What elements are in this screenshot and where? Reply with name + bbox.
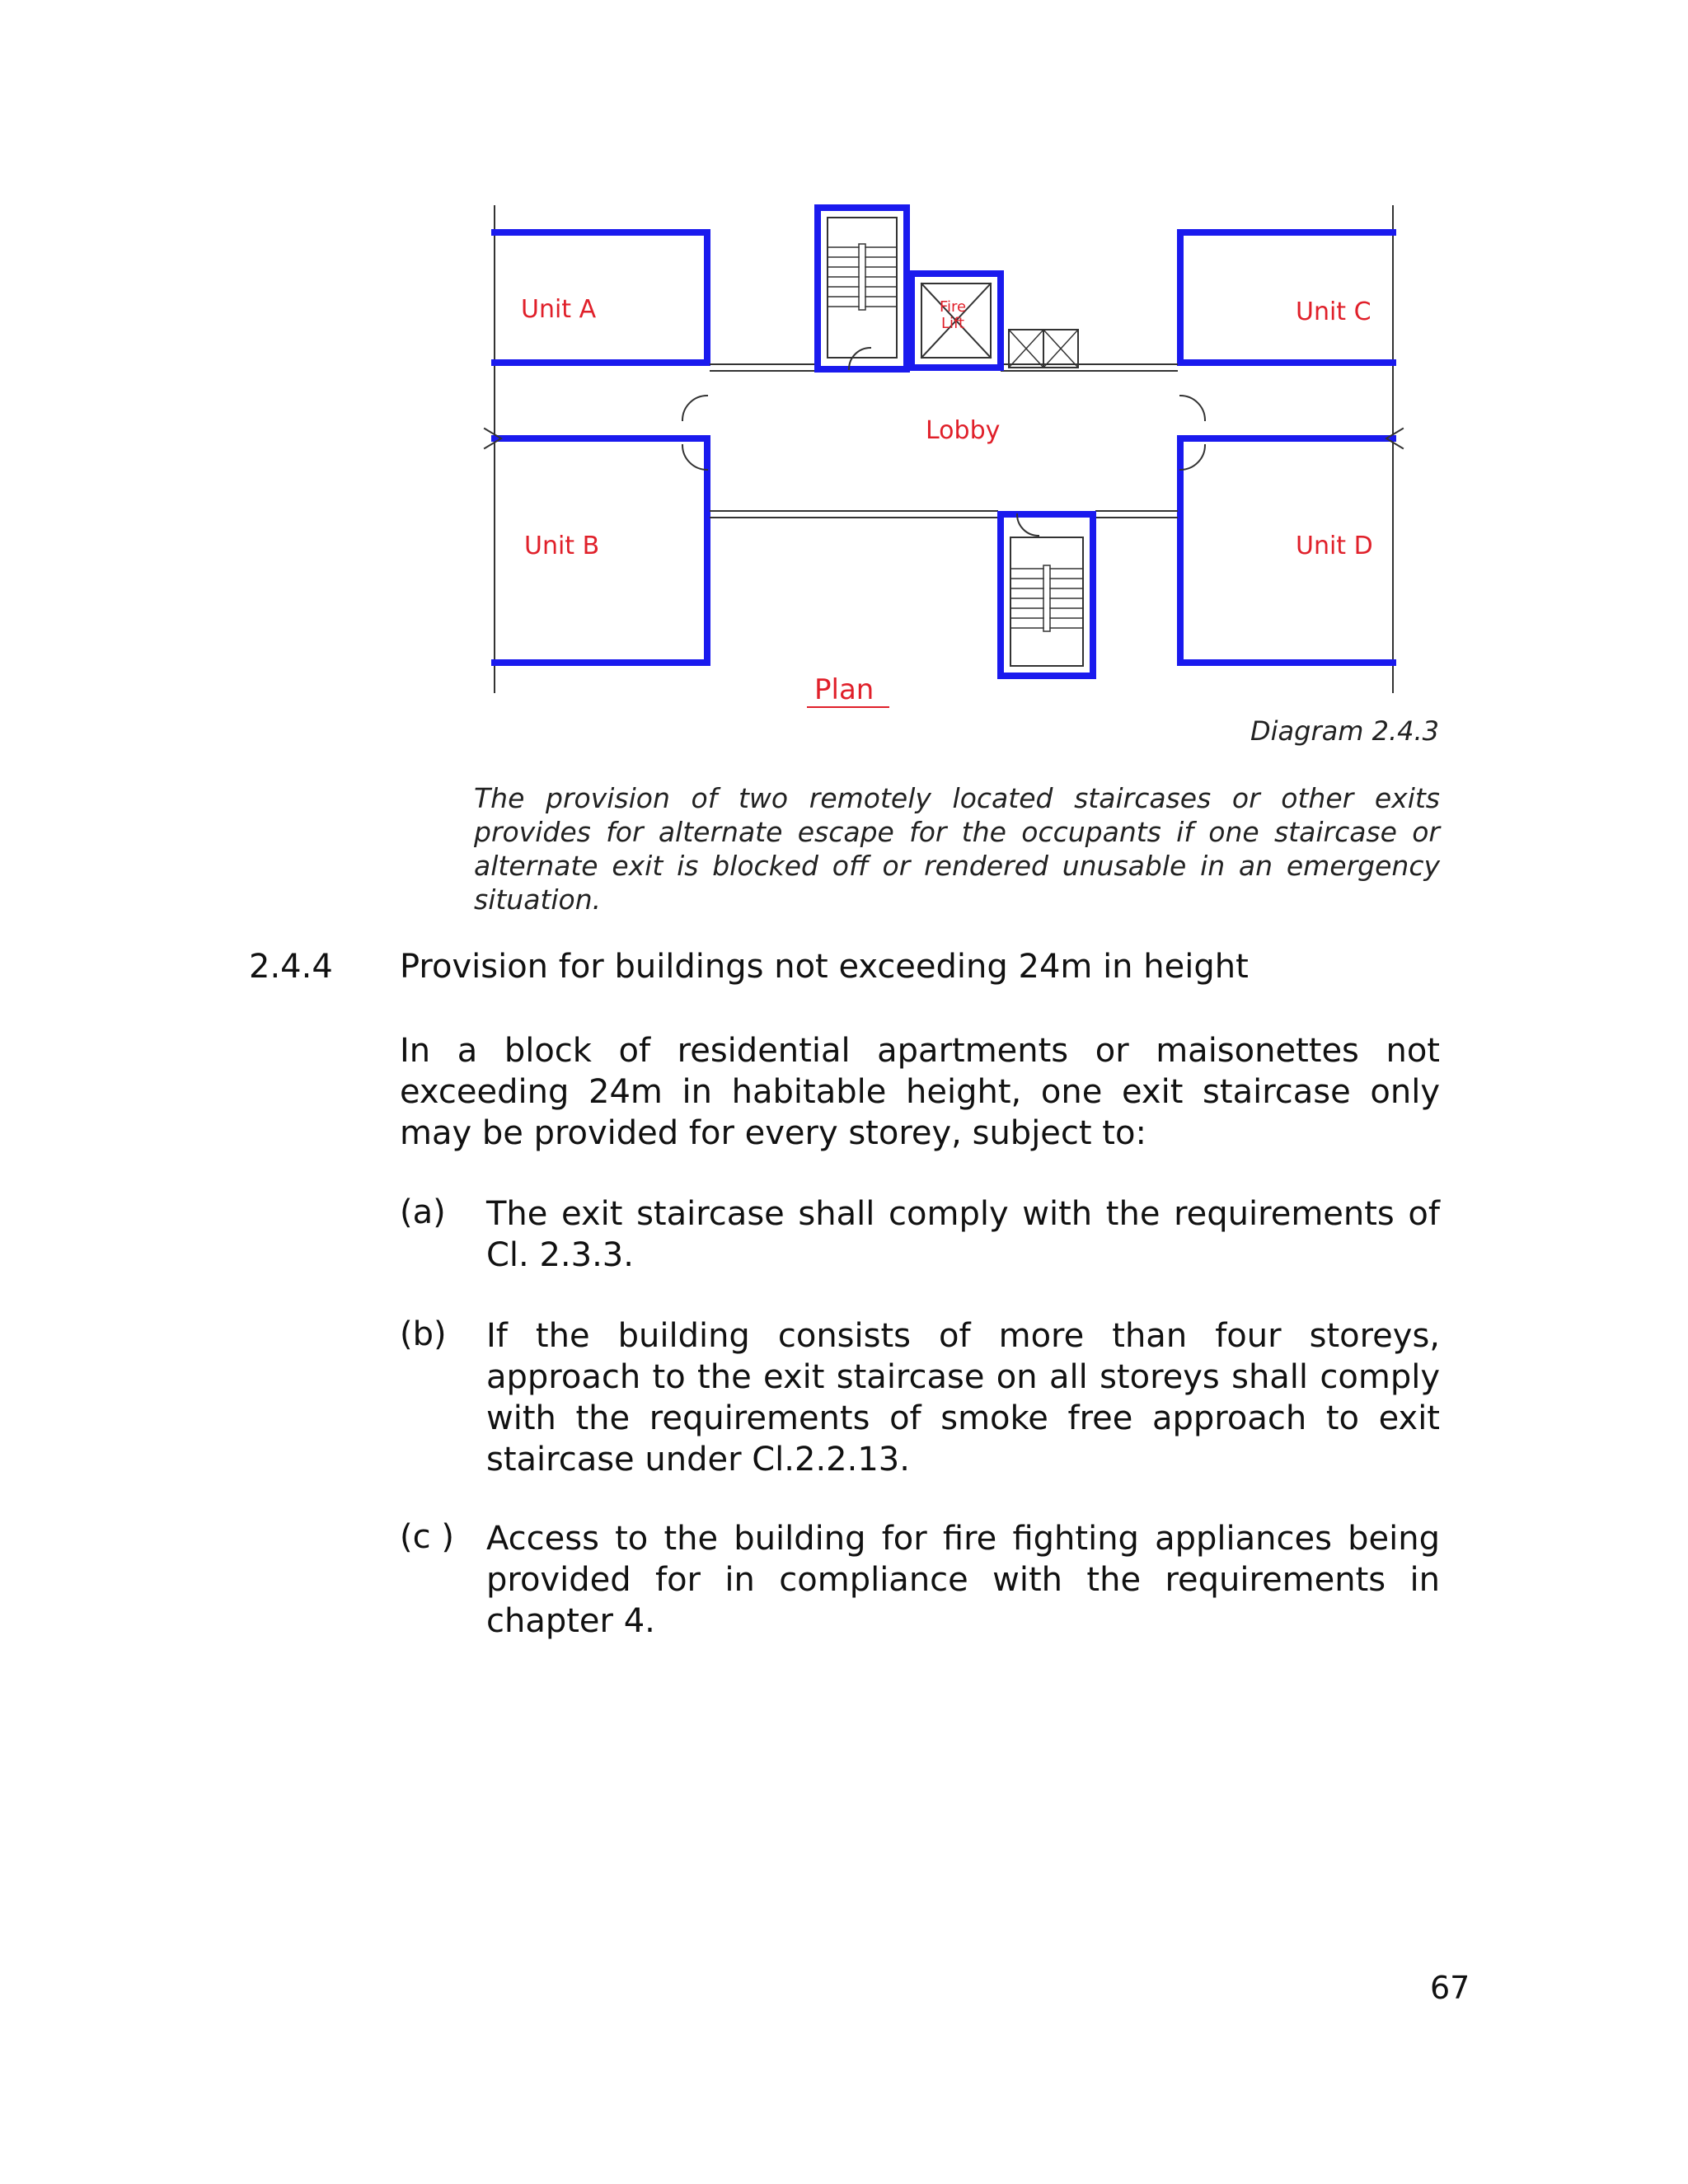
lobby-label: Lobby	[926, 416, 1001, 445]
diagram-caption: Diagram 2.4.3	[1250, 715, 1439, 747]
item-text-c: Access to the building for fire fighting appliances being provided for in compliance with the requirements in chapter 4.	[486, 1520, 1440, 1640]
item-text-a: The exit staircase shall comply with the requirements of Cl. 2.3.3.	[486, 1195, 1440, 1274]
fire-lift-label-line1: Fire	[940, 298, 967, 316]
item-label-b: (b)	[400, 1315, 447, 1353]
item-label-c: (c )	[400, 1518, 454, 1556]
fire-lift-label-line2: Lift	[941, 315, 965, 332]
section-number: 2.4.4	[249, 948, 333, 986]
section-intro: In a block of residential apartments or maisonettes not exceeding 24m in habitable height, one exit staircase only may be provided for every storey, subject to:	[400, 1032, 1440, 1152]
floor-plan-diagram	[478, 198, 1409, 725]
diagram-note: The provision of two remotely located staircases or other exits provides for alternate escape for the occupants if one staircase or alternate exit is blocked off or rendered unusable in an emergency situation.	[474, 782, 1440, 916]
item-text-b: If the building consists of more than four storeys, approach to the exit staircase on all storeys shall comply with the requirements of smoke free approach to exit staircase under Cl.2.2.13.	[486, 1317, 1440, 1479]
top-staircase	[818, 208, 907, 369]
unit-b-label: Unit B	[524, 532, 600, 560]
unit-c-label: Unit C	[1296, 298, 1372, 326]
plan-label: Plan	[814, 673, 874, 706]
item-label-a: (a)	[400, 1193, 446, 1231]
section-title: Provision for buildings not exceeding 24m in height	[400, 948, 1249, 986]
page-number: 67	[1430, 1970, 1470, 2006]
unit-a-label: Unit A	[521, 295, 597, 324]
unit-d-label: Unit D	[1296, 532, 1373, 560]
bottom-staircase	[1001, 514, 1093, 676]
